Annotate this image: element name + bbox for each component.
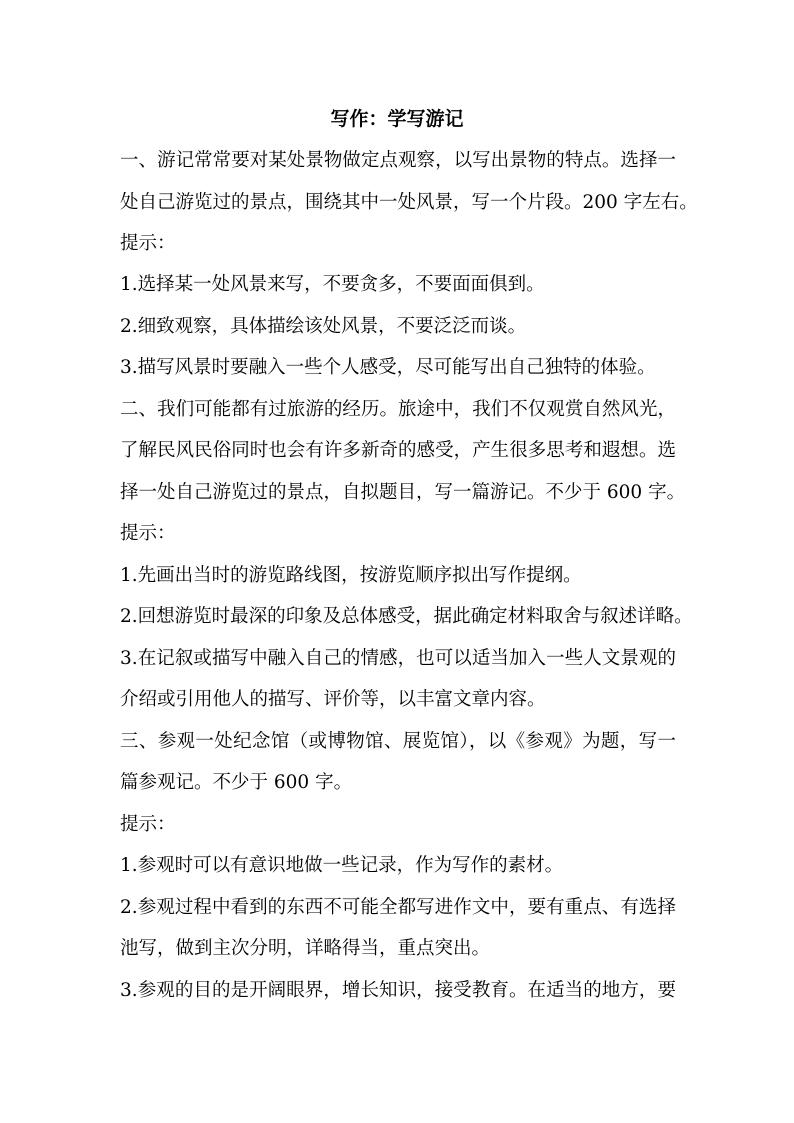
text-line: 三、参观一处纪念馆（或博物馆、展览馆），以《参观》为题，写一 [120, 731, 676, 752]
text-line: 二、我们可能都有过旅游的经历。旅途中，我们不仅观赏自然风光， [120, 399, 676, 420]
hint-label: 提示： [120, 233, 176, 254]
text-line: 了解民风民俗同时也会有许多新奇的感受，产生很多思考和遐想。选 [120, 440, 676, 461]
hint-label: 提示： [120, 814, 176, 835]
text-line: 池写，做到主次分明，详略得当，重点突出。 [120, 938, 491, 959]
text-line: 篇参观记。不少于 600 字。 [120, 772, 353, 793]
hint-label: 提示： [120, 523, 176, 544]
text-line: 3.在记叙或描写中融入自己的情感，也可以适当加入一些人文景观的 [120, 648, 676, 669]
text-line: 3.描写风景时要融入一些个人感受，尽可能写出自己独特的体验。 [120, 357, 656, 378]
text-line: 介绍或引用他人的描写、评价等，以丰富文章内容。 [120, 689, 546, 710]
text-line: 择一处自己游览过的景点，自拟题目，写一篇游记。不少于 600 字。 [120, 482, 686, 503]
document-title: 写作：学写游记 [330, 108, 464, 130]
text-line: 2.回想游览时最深的印象及总体感受，据此确定材料取舍与叙述详略。 [120, 606, 693, 627]
text-line: 1.先画出当时的游览路线图，按游览顺序拟出写作提纲。 [120, 565, 582, 586]
text-line: 处自己游览过的景点，围绕其中一处风景，写一个片段。200 字左右。 [120, 192, 698, 213]
text-line: 2.细致观察，具体描绘该处风景，不要泛泛而谈。 [120, 316, 527, 337]
text-line: 1.参观时可以有意识地做一些记录，作为写作的素材。 [120, 855, 564, 876]
text-line: 2.参观过程中看到的东西不可能全都写进作文中，要有重点、有选择 [120, 897, 676, 918]
text-line: 3.参观的目的是开阔眼界，增长知识，接受教育。在适当的地方，要 [120, 980, 676, 1001]
text-line: 一、游记常常要对某处景物做定点观察，以写出景物的特点。选择一 [120, 150, 676, 171]
text-line: 1.选择某一处风景来写，不要贪多，不要面面俱到。 [120, 274, 545, 295]
